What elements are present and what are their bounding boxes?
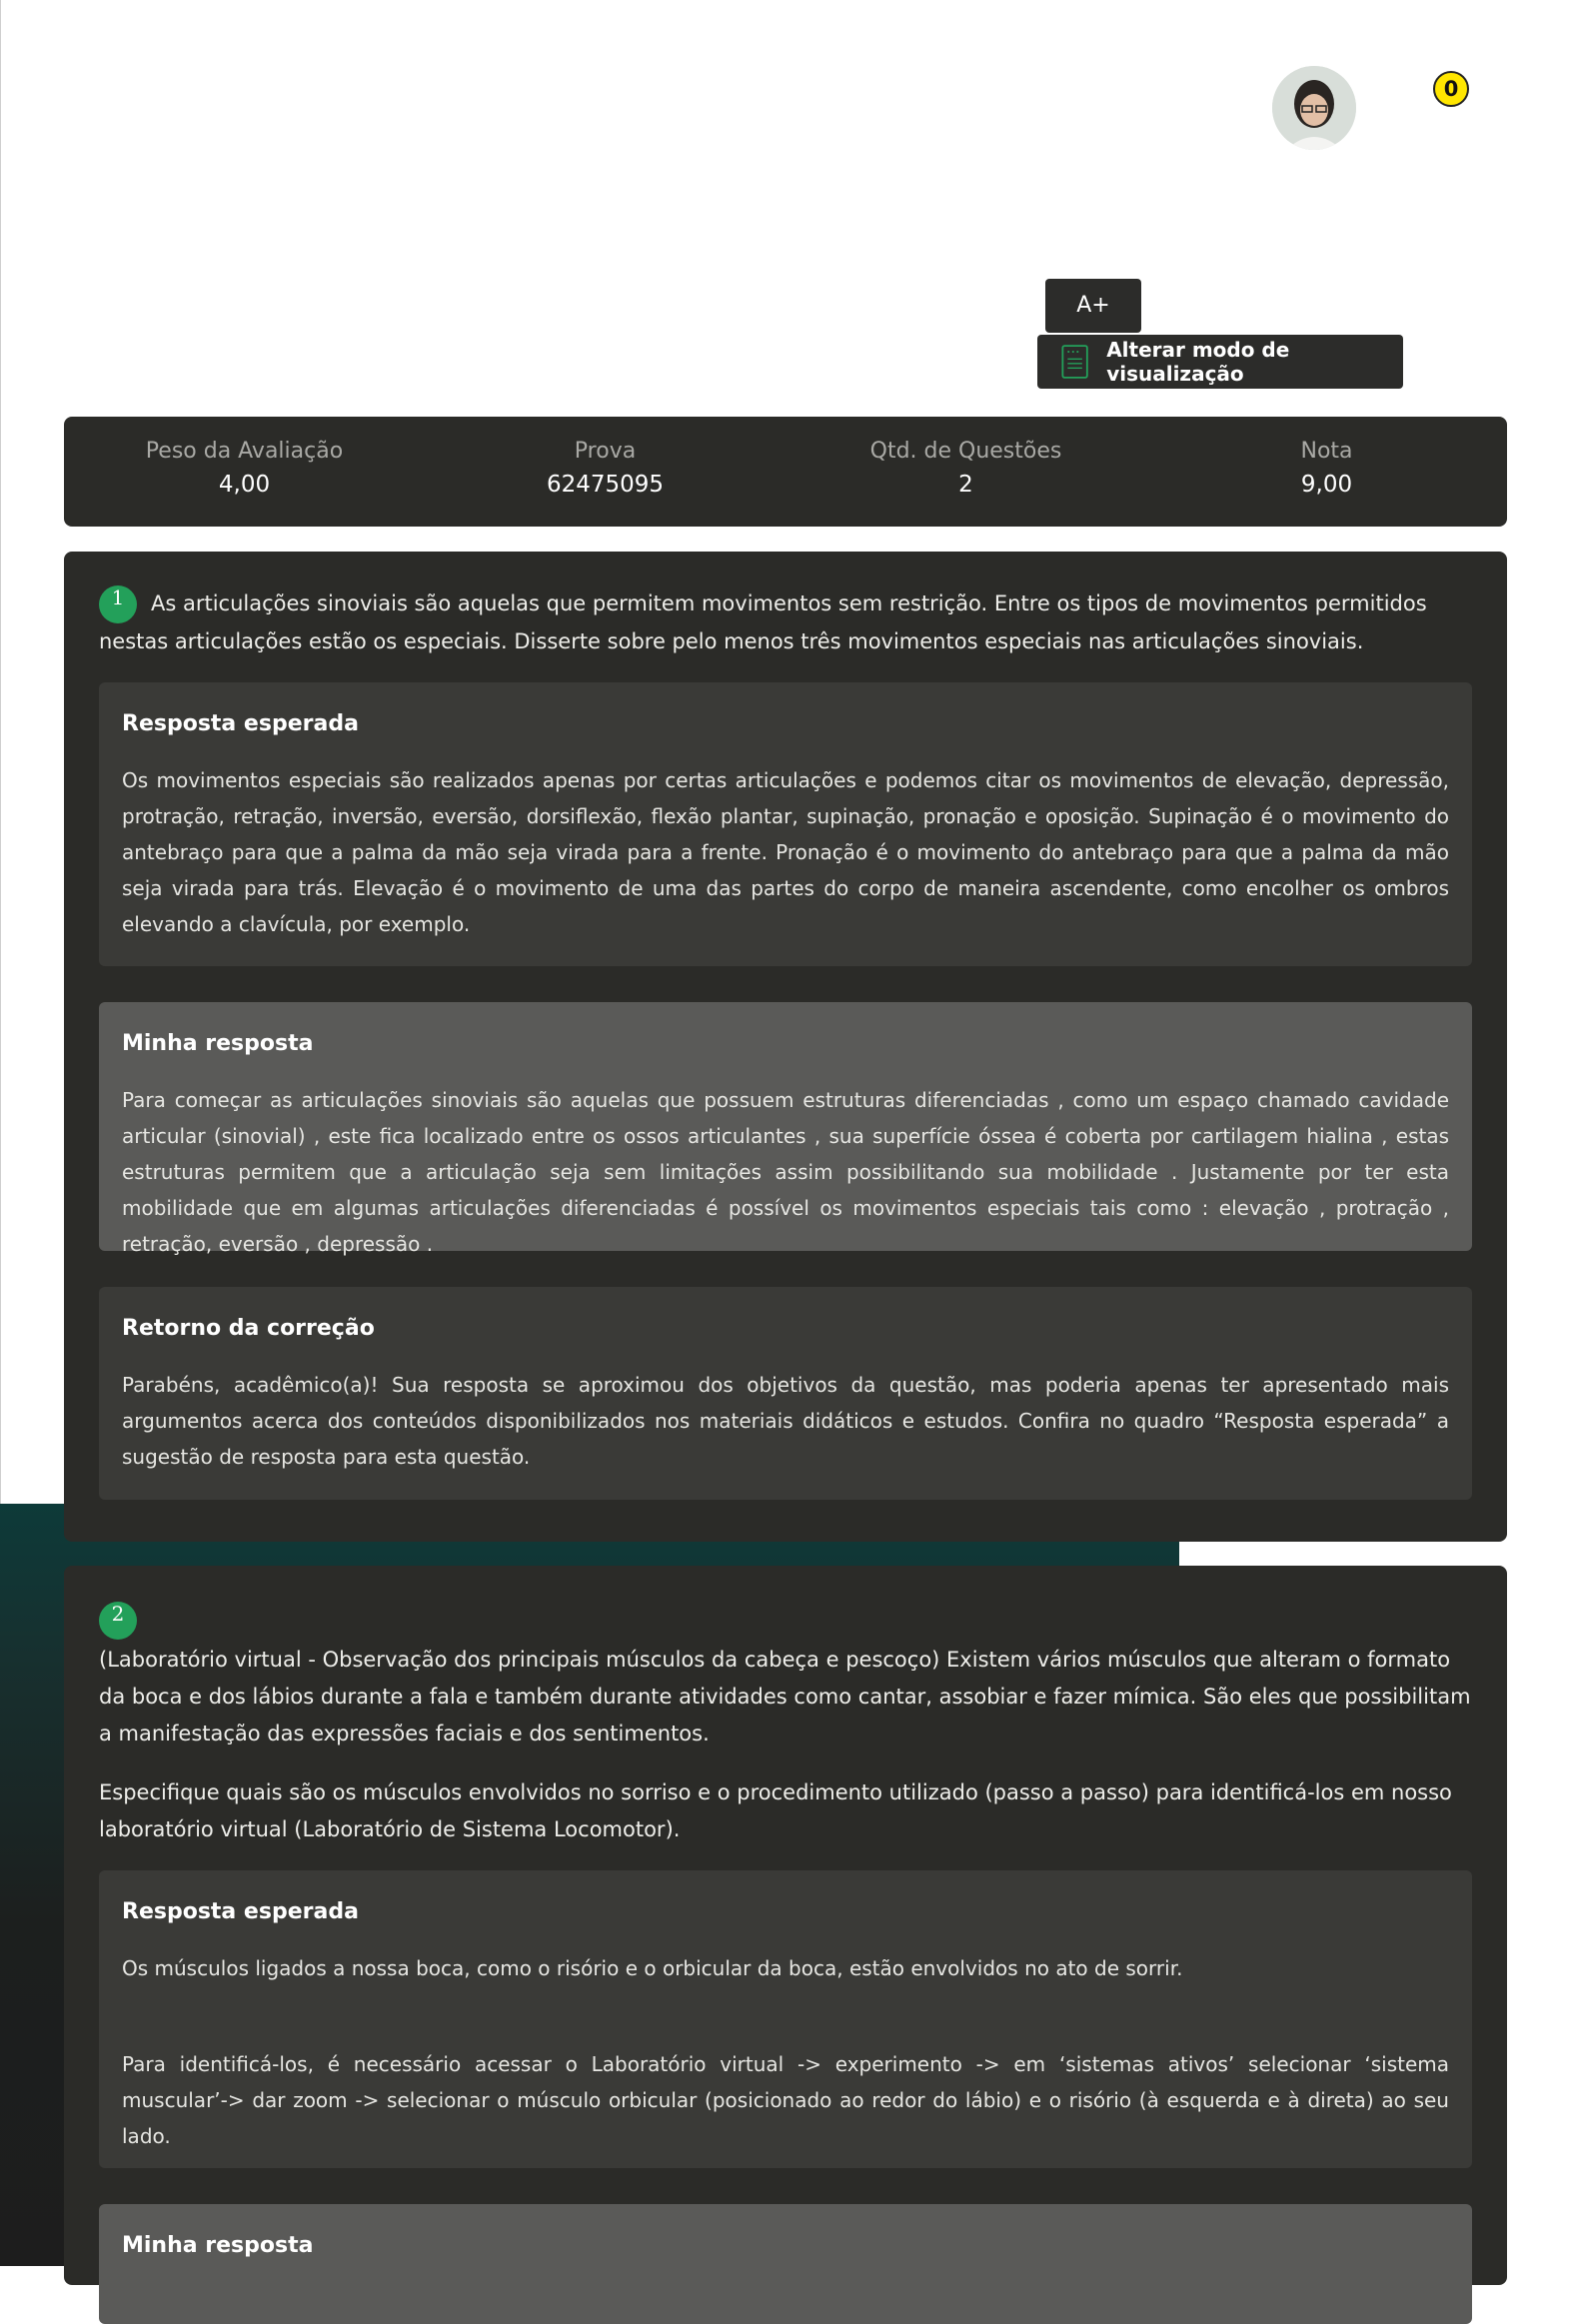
evaluation-summary [64,417,1507,527]
questions-value: 2 [958,472,973,498]
feedback-title: Retorno da correção [122,1316,375,1341]
expected-answer-box [99,1870,1472,2168]
notification-badge[interactable]: 0 [1433,71,1469,107]
my-answer-text: Para começar as articulações sinoviais são aquelas que possuem estruturas diferenciadas , como um espaço chamado cavidade articular (sinovial) , este fica localizado entre os ossos articulantes , sua superfície óssea é coberta por cartilagem hialina , estas estruturas permitem que a articulação seja sem limitações assim possibilitando sua mobilidade . Justamente por ter esta mobilidade que em algumas articulações diferenciadas é possível os movimentos especiais tais como : elevação , protração , retração, eversão , depressão . [122,1088,1449,1256]
expected-answer-title: Resposta esperada [122,711,359,736]
question-statement-p2: Especifique quais são os músculos envolvidos no sorriso e o procedimento utilizado (passo a passo) para identificá-los em nosso laboratório virtual (Laboratório de Sistema Locomotor). [99,1780,1452,1841]
expected-answer-text-2: Para identificá-los, é necessário acessar o Laboratório virtual -> experimento -> em ‘sistemas ativos’ selecionar ‘sistema muscular’-> dar zoom -> selecionar o músculo orbicular (posicionado ao redor do lábio) e o risório (à esquerda e à direta) ao seu lado. [122,2052,1449,2148]
question-card-2 [64,1566,1507,2285]
document-icon [1061,343,1088,381]
view-mode-label: Alterar modo de visualização [1106,338,1290,386]
questions-label: Qtd. de Questões [869,439,1062,464]
expected-answer-box [99,682,1472,966]
my-answer-title: Minha resposta [122,2233,314,2258]
expected-answer-text-1: Os músculos ligados a nossa boca, como o risório e o orbicular da boca, estão envolvidos no ato de sorrir. [122,1956,1183,1980]
expected-answer-title: Resposta esperada [122,1899,359,1924]
question-number-row [99,1602,1472,1640]
my-answer-box [99,2204,1472,2324]
question-number-badge: 2 [99,1602,137,1640]
question-statement-text: As articulações sinoviais são aquelas que permitem movimentos sem restrição. Entre os tipos de movimentos permitidos nestas articulações estão os especiais. Disserte sobre pelo menos três movimentos especiais nas articulações sinoviais. [99,591,1427,653]
grade-value: 9,00 [1300,472,1353,498]
exam-value: 62475095 [546,472,665,498]
uniasselvi-logo[interactable] [62,66,214,160]
my-answer-title: Minha resposta [122,1031,314,1056]
exam-label: Prova [574,439,637,464]
user-avatar[interactable] [1272,66,1356,150]
weight-label: Peso da Avaliação [145,439,344,464]
question-statement [99,585,1472,660]
question-number-badge: 1 [99,585,137,623]
feedback-text: Parabéns, acadêmico(a)! Sua resposta se aproximou dos objetivos da questão, mas poderia apenas ter apresentado mais argumentos acerca dos conteúdos disponibilizados nos materiais didáticos e estudos. Confira no quadro “Resposta esperada” a sugestão de resposta para esta questão. [122,1373,1449,1469]
weight-value: 4,00 [218,472,271,498]
question-card-1 [64,552,1507,1542]
feedback-box [99,1287,1472,1500]
question-statement-p1: (Laboratório virtual - Observação dos principais músculos da cabeça e pescoço) Existem vários músculos que alteram o formato da boca e dos lábios durante a fala e também durante atividades como cantar, assobiar e fazer mímica. São eles que possibilitam a manifestação das expressões faciais e dos sentimentos. [99,1648,1471,1745]
summary-exam [425,417,785,527]
summary-weight [64,417,425,527]
view-mode-button[interactable] [1037,335,1403,389]
increase-font-button[interactable]: A+ [1045,279,1141,333]
grade-label: Nota [1300,439,1353,464]
my-answer-box [99,1002,1472,1256]
summary-grade [1146,417,1507,527]
summary-questions [785,417,1146,527]
expected-answer-text: Os movimentos especiais são realizados apenas por certas articulações e podemos citar os movimentos de elevação, depressão, protração, retração, inversão, eversão, dorsiflexão, flexão plantar, supinação, pronação e oposição. Supinação é o movimento do antebraço para que a palma da mão seja virada para a frente. Pronação é o movimento do antebraço para que a palma da mão seja virada para trás. Elevação é o movimento de uma das partes do corpo de maneira ascendente, como encolher os ombros elevando a clavícula, por exemplo. [122,768,1449,936]
